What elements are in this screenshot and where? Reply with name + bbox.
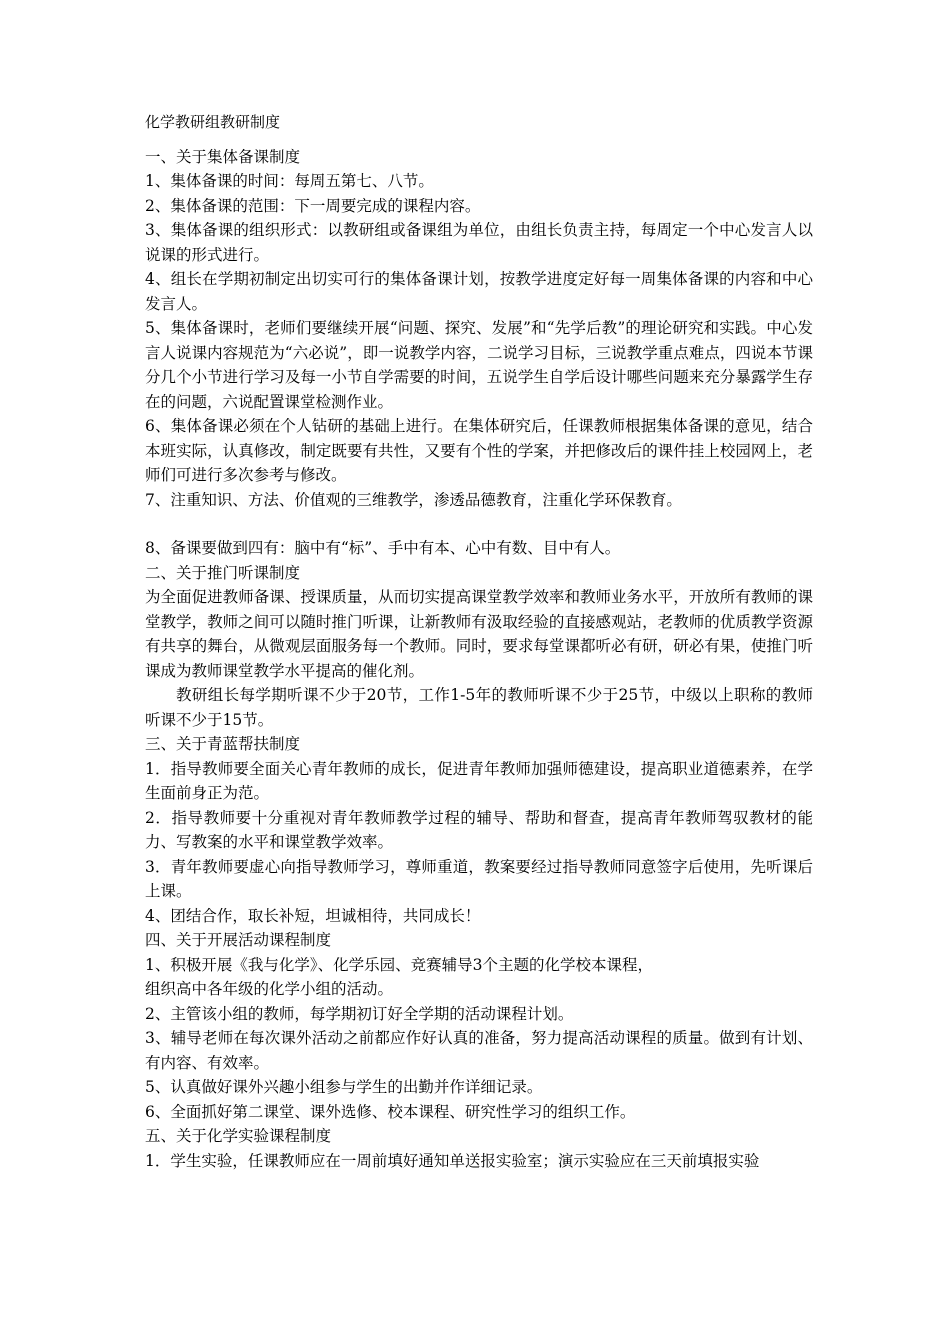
paragraph: 教研组长每学期听课不少于20节，工作1-5年的教师听课不少于25节，中级以上职称的教师听课不少于15节。 [145, 686, 813, 729]
paragraph: 1．学生实验，任课教师应在一周前填好通知单送报实验室；演示实验应在三天前填报实验 [145, 1151, 760, 1170]
section-heading-5: 五、关于化学实验课程制度 [145, 1127, 332, 1145]
paragraph: 3．青年教师要虚心向指导教师学习，尊师重道，教案要经过指导教师同意签字后使用，先听课后上课。 [145, 857, 813, 900]
document-page [145, 110, 813, 1173]
section-heading-3: 三、关于青蓝帮扶制度 [145, 735, 301, 753]
paragraph: 2、集体备课的范围：下一周要完成的课程内容。 [145, 196, 481, 215]
paragraph: 8、备课要做到四有：脑中有“标”、手中有本、心中有数、目中有人。 [145, 539, 621, 557]
paragraph: 5、集体备课时，老师们要继续开展“问题、探究、发展”和“先学后教”的理论研究和实践。中心发言人说课内容规范为“六必说”，即一说教学内容，二说学习目标，三说教学重点难点，四说本节课分几个小节进行学习及每一小节自学需要的时间，五说学生自学后设计哪些问题来充分暴露学生存在的问题，六说配置课堂检测作业。 [145, 319, 813, 411]
paragraph: 6、集体备课必须在个人钻研的基础上进行。在集体研究后，任课教师根据集体备课的意见，结合本班实际，认真修改，制定既要有共性，又要有个性的学案，并把修改后的课件挂上校园网上，老师们可进行多次参考与修改。 [145, 417, 813, 484]
section-heading-2: 二、关于推门听课制度 [145, 563, 301, 582]
document-title: 化学教研组教研制度 [145, 113, 281, 131]
paragraph: 4、团结合作，取长补短，坦诚相待，共同成长！ [145, 906, 481, 925]
paragraph: 6、全面抓好第二课堂、课外选修、校本课程、研究性学习的组织工作。 [145, 1102, 636, 1121]
paragraph: 4、组长在学期初制定出切实可行的集体备课计划，按教学进度定好每一周集体备课的内容和中心发言人。 [145, 270, 813, 313]
section-heading-1: 一、关于集体备课制度 [145, 147, 301, 166]
section-heading-4: 四、关于开展活动课程制度 [145, 931, 332, 949]
paragraph: 2．指导教师要十分重视对青年教师教学过程的辅导、帮助和督查，提高青年教师驾驭教材的能力、写教案的水平和课堂教学效率。 [145, 808, 813, 851]
paragraph: 1、积极开展《我与化学》、化学乐园、竞赛辅导3个主题的化学校本课程， [145, 955, 653, 974]
paragraph: 1．指导教师要全面关心青年教师的成长，促进青年教师加强师德建设，提高职业道德素养，在学生面前身正为范。 [145, 759, 813, 802]
paragraph: 1、集体备课的时间：每周五第七、八节。 [145, 172, 434, 190]
paragraph: 2、主管该小组的教师，每学期初订好全学期的活动课程计划。 [145, 1004, 574, 1023]
paragraph: 组织高中各年级的化学小组的活动。 [145, 980, 394, 998]
paragraph: 3、集体备课的组织形式：以教研组或备课组为单位，由组长负责主持，每周定一个中心发言人以说课的形式进行。 [145, 221, 813, 264]
paragraph: 为全面促进教师备课、授课质量，从而切实提高课堂教学效率和教师业务水平，开放所有教师的课堂教学，教师之间可以随时推门听课，让新教师有汲取经验的直接感观站，老教师的优质教学资源有共享的舞台，从微观层面服务每一个教师。同时，要求每堂课都听必有研，研必有果，使推门听课成为教师课堂教学水平提高的催化剂。 [145, 588, 813, 680]
paragraph: 3、辅导老师在每次课外活动之前都应作好认真的准备，努力提高活动课程的质量。做到有计划、有内容、有效率。 [145, 1029, 813, 1072]
paragraph: 5、认真做好课外兴趣小组参与学生的出勤并作详细记录。 [145, 1078, 543, 1096]
paragraph: 7、注重知识、方法、价值观的三维教学，渗透品德教育，注重化学环保教育。 [145, 490, 682, 509]
